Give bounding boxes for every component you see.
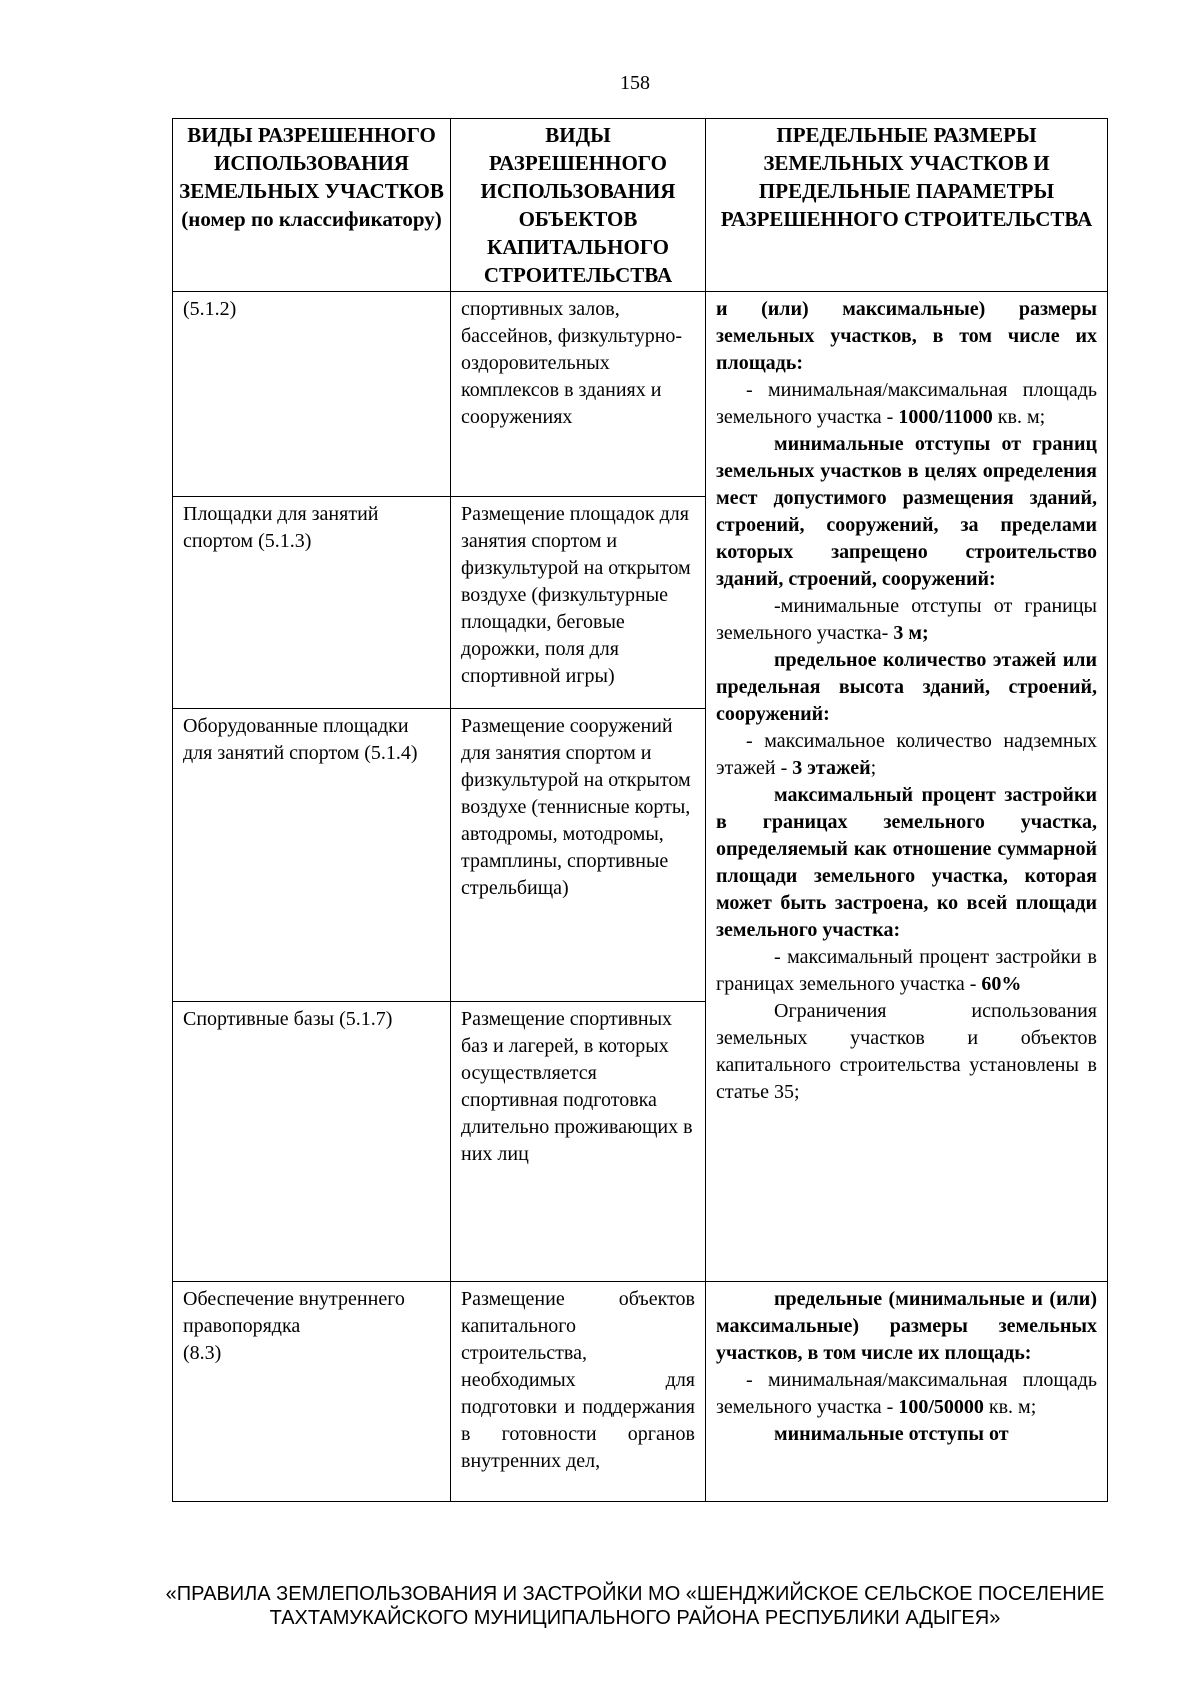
capital-object-cell: Размещение площадок для занятия спортом и физкультурой на открытом воздухе (физкультурные площадки, беговые дорожки, поля для спортивной игры) [451,497,706,709]
param-sizes-heading: предельные (минимальные и (или) максимальные) размеры земельных участков, в том числе их площадь: [716,1288,1097,1364]
param-area-unit: кв. м; [983,1396,1037,1418]
capital-object-cell: Размещение объектов капитального строительства, необходимых для подготовки и поддержания в готовности органов внутренних дел, [451,1282,706,1502]
param-setbacks-heading: минимальные отступы от границ земельных участков в целях определения мест допустимого размещения зданий, строений, сооружений, за пределами которых запрещено строительство зданий, строений, сооружений: [716,433,1097,590]
param-setback [716,593,1097,647]
land-use-cell: (5.1.2) [173,292,451,497]
land-use-cell: Спортивные базы (5.1.7) [173,1002,451,1282]
param-area-text: - минимальная/максимальная площадь земельного участка - [716,1369,1097,1418]
table-row [173,292,1108,497]
footer-line-1: «ПРАВИЛА ЗЕМЛЕПОЛЬЗОВАНИЯ И ЗАСТРОЙКИ МО «ШЕНДЖИЙСКОЕ СЕЛЬСКОЕ ПОСЕЛЕНИЕ [165,1583,1105,1605]
header-capital-construction-types: ВИДЫ РАЗРЕШЕННОГО ИСПОЛЬЗОВАНИЯ ОБЪЕКТОВ КАПИТАЛЬНОГО СТРОИТЕЛЬСТВА [451,119,706,292]
param-sizes-heading: и (или) максимальные) размеры земельных участков, в том числе их площадь: [716,298,1097,374]
header-limit-parameters: ПРЕДЕЛЬНЫЕ РАЗМЕРЫ ЗЕМЕЛЬНЫХ УЧАСТКОВ И ПРЕДЕЛЬНЫЕ ПАРАМЕТРЫ РАЗРЕШЕННОГО СТРОИТЕЛЬСТВА [706,119,1108,292]
param-setbacks-heading: минимальные отступы от [774,1423,1009,1445]
header-classifier-note: (номер по классификатору) [181,207,442,231]
document-footer [120,1582,1150,1630]
param-restrictions: Ограничения использования земельных участков и объектов капитального строительства установлены в статье 35; [716,1000,1097,1103]
param-coverage-text: - максимальный процент застройки в границах земельного участка - [716,946,1097,995]
param-area-value: 1000/11000 [898,406,993,428]
header-land-use-types-title: ВИДЫ РАЗРЕШЕННОГО ИСПОЛЬЗОВАНИЯ ЗЕМЕЛЬНЫХ УЧАСТКОВ [179,123,444,203]
land-use-code: (8.3) [183,1342,222,1364]
param-floors-value: 3 этажей [792,757,871,779]
table-row [173,1282,1108,1502]
page-number: 158 [620,72,650,94]
footer-line-2: ТАХТАМУКАЙСКОГО МУНИЦИПАЛЬНОГО РАЙОНА РЕСПУБЛИКИ АДЫГЕЯ» [269,1607,1001,1629]
limit-parameters-cell [706,292,1108,1282]
capital-object-cell: спортивных залов, бассейнов, физкультурно-оздоровительных комплексов в зданиях и сооружениях [451,292,706,497]
param-floors [716,728,1097,782]
param-coverage [716,944,1097,998]
param-area-value: 100/50000 [898,1396,984,1418]
zoning-table [172,118,1108,1502]
param-setback-text: -минимальные отступы от границы земельного участка- [716,595,1097,644]
limit-parameters-cell [706,1282,1108,1502]
land-use-cell: Оборудованные площадки для занятий спортом (5.1.4) [173,709,451,1002]
param-area [716,377,1097,431]
param-area-unit: кв. м; [992,406,1046,428]
param-floors-tail: ; [870,757,877,779]
param-area [716,1367,1097,1421]
capital-object-cell: Размещение сооружений для занятия спортом и физкультурой на открытом воздухе (теннисные корты, автодромы, мотодромы, трамплины, спортивные стрельбища) [451,709,706,1002]
table-header-row [173,119,1108,292]
capital-object-cell: Размещение спортивных баз и лагерей, в которых осуществляется спортивная подготовка длительно проживающих в них лиц [451,1002,706,1282]
param-floors-text: - максимальное количество надземных этажей - [716,730,1097,779]
param-area-text: - минимальная/максимальная площадь земельного участка - [716,379,1097,428]
param-setback-value: 3 м; [893,622,929,644]
param-coverage-value: 60% [981,973,1022,995]
land-use-cell [173,1282,451,1502]
land-use-name: Обеспечение внутреннего правопорядка [183,1288,405,1337]
param-floors-heading: предельное количество этажей или предельная высота зданий, строений, сооружений: [716,649,1097,725]
param-coverage-heading: максимальный процент застройки в границах земельного участка, определяемый как отношение суммарной площади земельного участка, которая может быть застроена, ко всей площади земельного участка: [716,784,1097,941]
header-land-use-types [173,119,451,292]
land-use-cell: Площадки для занятий спортом (5.1.3) [173,497,451,709]
